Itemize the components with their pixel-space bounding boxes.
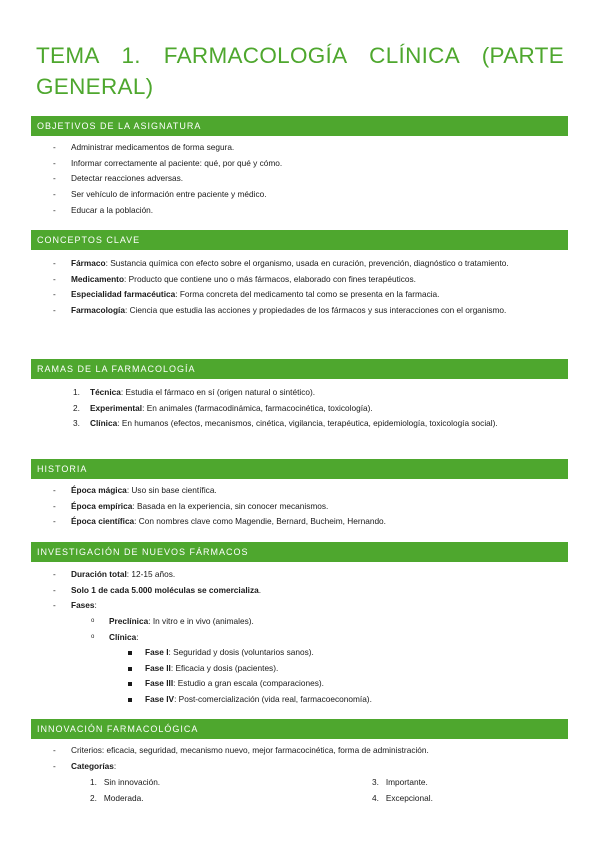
objetivos-list [36, 140, 564, 219]
list-item: 3. Importante. [372, 777, 428, 787]
section-heading-ramas: RAMAS DE LA FARMACOLOGÍA [31, 359, 568, 379]
section-heading-objetivos: OBJETIVOS DE LA ASIGNATURA [31, 116, 568, 136]
section-heading-historia: HISTORIA [31, 459, 568, 479]
list-item: 3. Clínica: En humanos (efectos, mecanismos, cinética, vigilancia, terapéutica, epidemiología, toxicología social). [73, 418, 498, 429]
section-heading-innovacion: INNOVACIÓN FARMACOLÓGICA [31, 719, 568, 739]
list-item: - Época empírica: Basada en la experiencia, sin conocer mecanismos. [53, 500, 329, 511]
list-item: Fase II: Eficacia y dosis (pacientes). [36, 661, 564, 677]
section-heading-conceptos: CONCEPTOS CLAVE [31, 230, 568, 250]
conceptos-list [36, 256, 564, 319]
list-item: - Fármaco: Sustancia química con efecto sobre el organismo, usada en curación, prevención, diagnóstico o tratamiento. [53, 258, 509, 268]
list-item: - Detectar reacciones adversas. [53, 173, 184, 184]
list-item: - Educar a la población. [53, 204, 154, 215]
list-item: o Clínica: [91, 631, 139, 642]
list-item: - Criterios: eficacia, seguridad, mecanismo nuevo, mejor farmacocinética, forma de administración. [53, 745, 429, 755]
fases-clinicas-list [36, 645, 564, 708]
innovacion-list [36, 743, 564, 774]
list-item: - Ser vehículo de información entre paciente y médico. [53, 189, 267, 200]
categorias-list [36, 775, 564, 807]
list-item: 1. Sin innovación. [90, 777, 161, 787]
list-item: 2. Moderada. [90, 793, 144, 803]
investigacion-list [36, 567, 564, 614]
list-item: o Preclínica: In vitro e in vivo (animales). [91, 616, 254, 626]
ramas-list [36, 385, 564, 432]
list-item: - Época científica: Con nombres clave como Magendie, Bernard, Bucheim, Hernando. [53, 516, 386, 527]
list-item: 1. Técnica: Estudia el fármaco en sí (origen natural o sintético). [73, 387, 316, 397]
list-item: 2. Experimental: En animales (farmacodinámica, farmacocinética, toxicología). [73, 402, 373, 413]
list-item: - Época mágica: Uso sin base científica. [53, 485, 217, 495]
section-heading-investigacion: INVESTIGACIÓN DE NUEVOS FÁRMACOS [31, 542, 568, 562]
list-item: - Categorías: [53, 760, 117, 771]
list-item: - Farmacología: Ciencia que estudia las acciones y propiedades de los fármacos y sus interacciones con el organismo. [53, 305, 507, 316]
list-item: - Solo 1 de cada 5.000 moléculas se comercializa. [53, 584, 262, 595]
historia-list [36, 483, 564, 530]
fases-sublist [36, 614, 564, 645]
list-item: Fase IV: Post-comercialización (vida real, farmacoeconomía). [36, 692, 564, 708]
list-item: - Informar correctamente al paciente: qué, por qué y cómo. [53, 157, 283, 168]
page-title: TEMA 1. FARMACOLOGÍA CLÍNICA (PARTE GENERAL) [36, 43, 564, 99]
list-item: - Duración total: 12-15 años. [53, 569, 176, 579]
list-item: - Administrar medicamentos de forma segura. [53, 142, 235, 152]
list-item: Fase III: Estudio a gran escala (comparaciones). [36, 676, 564, 692]
list-item: - Especialidad farmacéutica: Forma concreta del medicamento tal como se presenta en la farmacia. [53, 289, 440, 300]
list-item: Fase I: Seguridad y dosis (voluntarios sanos). [36, 645, 564, 661]
list-item: - Fases: [53, 600, 97, 611]
list-item: 4. Excepcional. [372, 793, 433, 803]
list-item: - Medicamento: Producto que contiene uno o más fármacos, elaborado con fines terapéuticos. [53, 273, 416, 284]
